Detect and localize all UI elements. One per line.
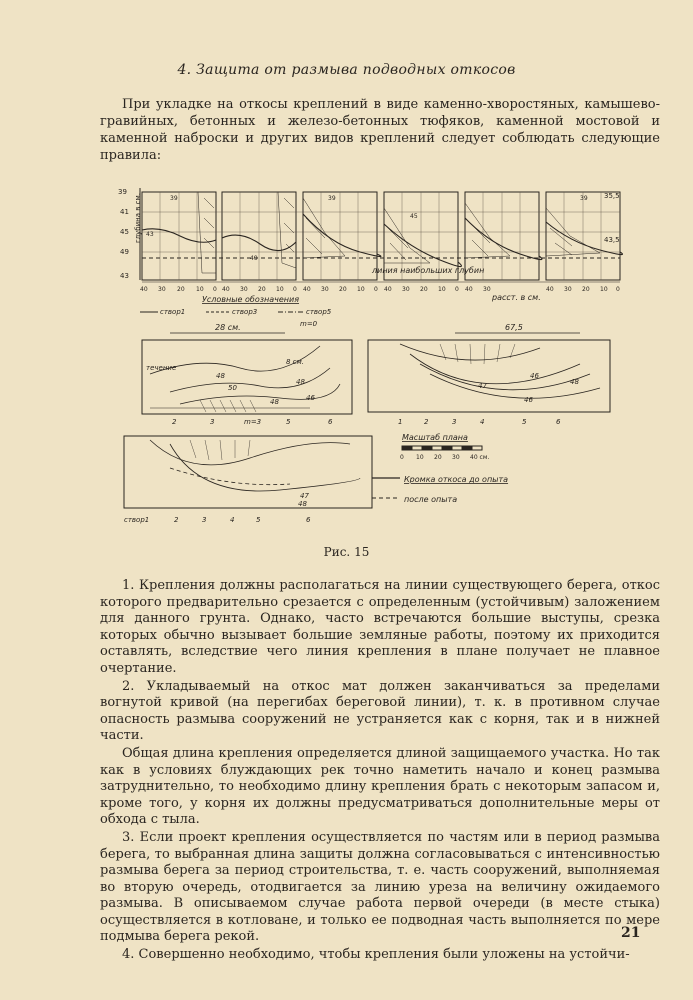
legend-item: створ1 bbox=[160, 308, 186, 316]
plan1-axis: 3 bbox=[210, 418, 215, 426]
distance-axis-label: расст. в см. bbox=[492, 293, 541, 302]
plan1-axis: 2 bbox=[172, 418, 177, 426]
distance-tick: 10 bbox=[438, 286, 446, 293]
scale-tick: 40 см. bbox=[470, 454, 490, 461]
panel-label: 45 bbox=[410, 213, 418, 220]
plan2-axis: 3 bbox=[452, 418, 457, 426]
distance-tick: 0 bbox=[213, 286, 217, 293]
plan1-label: 48 bbox=[270, 398, 279, 406]
plan-view-2 bbox=[368, 340, 610, 412]
section-heading: 4. Защита от размыва подводных откосов bbox=[177, 62, 516, 78]
depth-axis-label: глубина в см. bbox=[134, 193, 142, 243]
paragraph: 3. Если проект крепления осуществляется по частям или в период размыва берега, то выбранная длина защиты должна согласовываться с интенсивностью размыва берега за период строительства, т. е. часть сооружений, выполняемая во вторую очередь, отодвигается за линию уреза на величину ожидаемого размыва. В описываемом случае работа первой очереди (в месте стыка) осуществляется в котловане, и только ее подводная часть выполняется по мере подмыва берега рекой. bbox=[100, 829, 660, 945]
distance-tick: 10 bbox=[196, 286, 204, 293]
distance-tick: 40 bbox=[465, 286, 473, 293]
distance-tick: 40 bbox=[140, 286, 148, 293]
distance-tick: 30 bbox=[321, 286, 329, 293]
distance-tick: 0 bbox=[616, 286, 620, 293]
right-tick: 43,5 bbox=[604, 236, 620, 244]
legend-item: створ5 bbox=[306, 308, 332, 316]
distance-tick: 0 bbox=[374, 286, 378, 293]
distance-tick: 20 bbox=[258, 286, 266, 293]
scale-tick: 10 bbox=[416, 454, 424, 461]
depth-tick: 49 bbox=[120, 248, 129, 256]
paragraph: 2. Укладываемый на откос мат должен заканчиваться за пределами вогнутой кривой (на перегибах береговой линии), т. к. в противном случае опасность размыва сооружений не устраняется как с корня, так и в нижней части. bbox=[100, 678, 660, 744]
distance-tick: 40 bbox=[303, 286, 311, 293]
figure-15 bbox=[110, 178, 630, 538]
page-number: 21 bbox=[621, 925, 641, 941]
plan2-axis: 2 bbox=[424, 418, 429, 426]
panel-label: 39 bbox=[328, 195, 336, 202]
plan1-label: 50 bbox=[228, 384, 237, 392]
panel-label: 49 bbox=[250, 255, 258, 262]
plan2-axis: 6 bbox=[556, 418, 561, 426]
scale-bar bbox=[402, 446, 482, 450]
figure-caption: Рис. 15 bbox=[323, 545, 370, 559]
panel-label: 39 bbox=[170, 195, 178, 202]
plan2-label: 48 bbox=[570, 378, 579, 386]
distance-tick: 20 bbox=[177, 286, 185, 293]
plan1-axis: m=3 bbox=[244, 418, 262, 426]
deepest-line-label: линия наибольших глубин bbox=[372, 266, 485, 275]
distance-tick: 30 bbox=[240, 286, 248, 293]
distance-tick: 0 bbox=[293, 286, 297, 293]
depth-tick: 39 bbox=[118, 188, 127, 196]
paragraph: 1. Крепления должны располагаться на линии существующего берега, откос которого предварительно срезается с определенным (устойчивым) заложением для данного грунта. Однако, часто встречаются большие выступы, срезка которых обычно вызывает большие земляные работы, поэтому их приходится оставлять, вследствие чего линия крепления в плане получает не плавное очертание. bbox=[100, 578, 660, 676]
distance-tick: 10 bbox=[600, 286, 608, 293]
distance-tick: 30 bbox=[564, 286, 572, 293]
distance-tick: 40 bbox=[222, 286, 230, 293]
plan-view-1 bbox=[142, 340, 352, 414]
plan3-axis: 6 bbox=[306, 516, 311, 524]
plan2-axis: 4 bbox=[480, 418, 485, 426]
distance-tick: 20 bbox=[420, 286, 428, 293]
body-text bbox=[100, 578, 660, 965]
plan3-axis: 4 bbox=[230, 516, 235, 524]
depth-tick: 45 bbox=[120, 228, 129, 236]
plan3-axis: 2 bbox=[174, 516, 179, 524]
plan2-label: 46 bbox=[524, 396, 533, 404]
edge-before-label: Кромка откоса до опыта bbox=[404, 475, 509, 484]
distance-tick: 10 bbox=[357, 286, 365, 293]
distance-tick: 30 bbox=[483, 286, 491, 293]
distance-tick: 30 bbox=[402, 286, 410, 293]
plan3-axis: 3 bbox=[202, 516, 207, 524]
plan2-label: 47 bbox=[478, 382, 487, 390]
plan1-axis: 5 bbox=[286, 418, 291, 426]
plan3-label: 47 bbox=[300, 492, 309, 500]
edge-after-label: после опыта bbox=[404, 495, 458, 504]
plan1-axis: 6 bbox=[328, 418, 333, 426]
plan1-label: 48 bbox=[216, 372, 225, 380]
plan2-axis: 5 bbox=[522, 418, 527, 426]
plan2-label: 46 bbox=[530, 372, 539, 380]
legend-item: створ3 bbox=[232, 308, 258, 316]
plan2-axis: 1 bbox=[398, 418, 403, 426]
intro-paragraph: При укладке на откосы креплений в виде каменно-хворостяных, камышево-гравийных, бетонных и железо-бетонных тюфяков, каменной мостовой и каменной наброски и других видов креплений следует соблюдать следующие правила: bbox=[100, 97, 660, 163]
distance-tick: 30 bbox=[158, 286, 166, 293]
scale-title: Масштаб плана bbox=[402, 433, 468, 442]
paragraph: Общая длина крепления определяется длиной защищаемого участка. Но так как в условиях блуждающих рек точно наметить начало и конец размыва затруднительно, то необходимо длину крепления брать с некоторым запасом и, кроме того, у корня их должны предусматриваться дополнительные меры от обхода с тыла. bbox=[100, 745, 660, 828]
plan3-axis: створ1 bbox=[124, 516, 150, 524]
depth-tick: 43 bbox=[120, 272, 129, 280]
right-tick: 35,5 bbox=[604, 192, 620, 200]
paragraph: 4. Совершенно необходимо, чтобы крепления были уложены на устойчи- bbox=[122, 947, 630, 963]
distance-tick: 40 bbox=[546, 286, 554, 293]
depth-tick: 41 bbox=[120, 208, 129, 216]
distance-tick: 20 bbox=[582, 286, 590, 293]
plan1-label: течение bbox=[146, 364, 177, 372]
dimension-right: 67,5 bbox=[505, 323, 523, 332]
scale-tick: 0 bbox=[400, 454, 404, 461]
scale-tick: 30 bbox=[452, 454, 460, 461]
distance-tick: 40 bbox=[384, 286, 392, 293]
plan3-label: 48 bbox=[298, 500, 307, 508]
plan-view-3 bbox=[124, 436, 372, 508]
distance-tick: 20 bbox=[339, 286, 347, 293]
plan1-label: 8 см. bbox=[286, 358, 305, 366]
panel-label: 43 bbox=[146, 231, 154, 238]
dimension-left: 28 см. bbox=[215, 323, 241, 332]
plan1-label: 46 bbox=[306, 394, 315, 402]
distance-tick: 10 bbox=[276, 286, 284, 293]
plan1-label: 48 bbox=[296, 378, 305, 386]
scale-tick: 20 bbox=[434, 454, 442, 461]
distance-tick: 0 bbox=[455, 286, 459, 293]
panel-label: 39 bbox=[580, 195, 588, 202]
legend-title: Условные обозначения bbox=[202, 295, 300, 304]
m-label: m=0 bbox=[300, 320, 318, 328]
plan3-axis: 5 bbox=[256, 516, 261, 524]
